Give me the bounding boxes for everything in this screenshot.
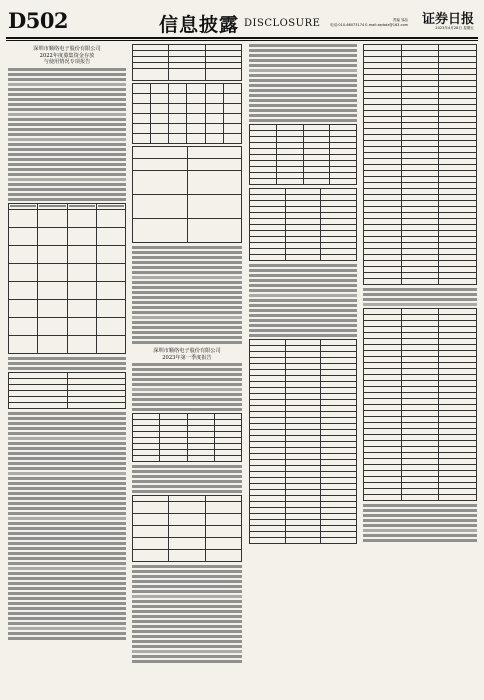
data-table [249,124,357,185]
body-text-block [132,246,242,344]
data-table [363,44,477,285]
body-text-block [132,465,242,493]
company-name: 深圳市顺络电子股份有限公司 [33,46,101,52]
body-text-block [132,363,242,411]
announcement-subtitle: 与使用情况专项报告 [43,59,91,65]
body-text-block [8,412,126,640]
body-text-block [132,565,242,663]
column-1 [8,44,126,642]
contact-line: 电话:010-66073174 E-mail:zqrbdz@163.com [330,23,408,27]
body-text-block [8,357,126,370]
page-code: D502 [8,8,69,33]
newspaper-logo: 证券日报 [421,12,474,27]
announcement-heading [8,46,126,66]
data-table [132,413,242,462]
header-rule-thin [6,40,478,41]
section-title: 信息披露 [159,14,240,36]
column-4 [363,44,477,544]
body-text-block [249,44,357,122]
data-table [132,146,242,243]
page-header [6,6,478,36]
announcement-title: 2023年第一季度报告 [162,354,212,361]
data-table [249,339,357,544]
editor-info [248,18,408,28]
body-text-block [8,68,126,201]
company-name: 深圳市顺络电子股份有限公司 [153,348,221,354]
announcement-title: 2022年度募集资金存放 [39,52,95,59]
data-table [8,203,126,354]
column-2 [132,44,242,665]
data-table [8,372,126,409]
editor-line: 责编 邹品 [392,18,408,22]
data-table [249,188,357,261]
body-text-block [363,504,477,542]
header-rule [6,37,478,39]
data-table [132,495,242,562]
issue-date: 2023年4月28日 星期五 [435,26,474,30]
body-text-block [363,288,477,306]
body-text-block [249,264,357,337]
column-3 [249,44,357,544]
data-table [132,44,242,81]
announcement-heading [132,348,242,361]
data-table [363,308,477,501]
data-table [132,83,242,144]
section-title-en: DISCLOSURE [244,18,321,29]
